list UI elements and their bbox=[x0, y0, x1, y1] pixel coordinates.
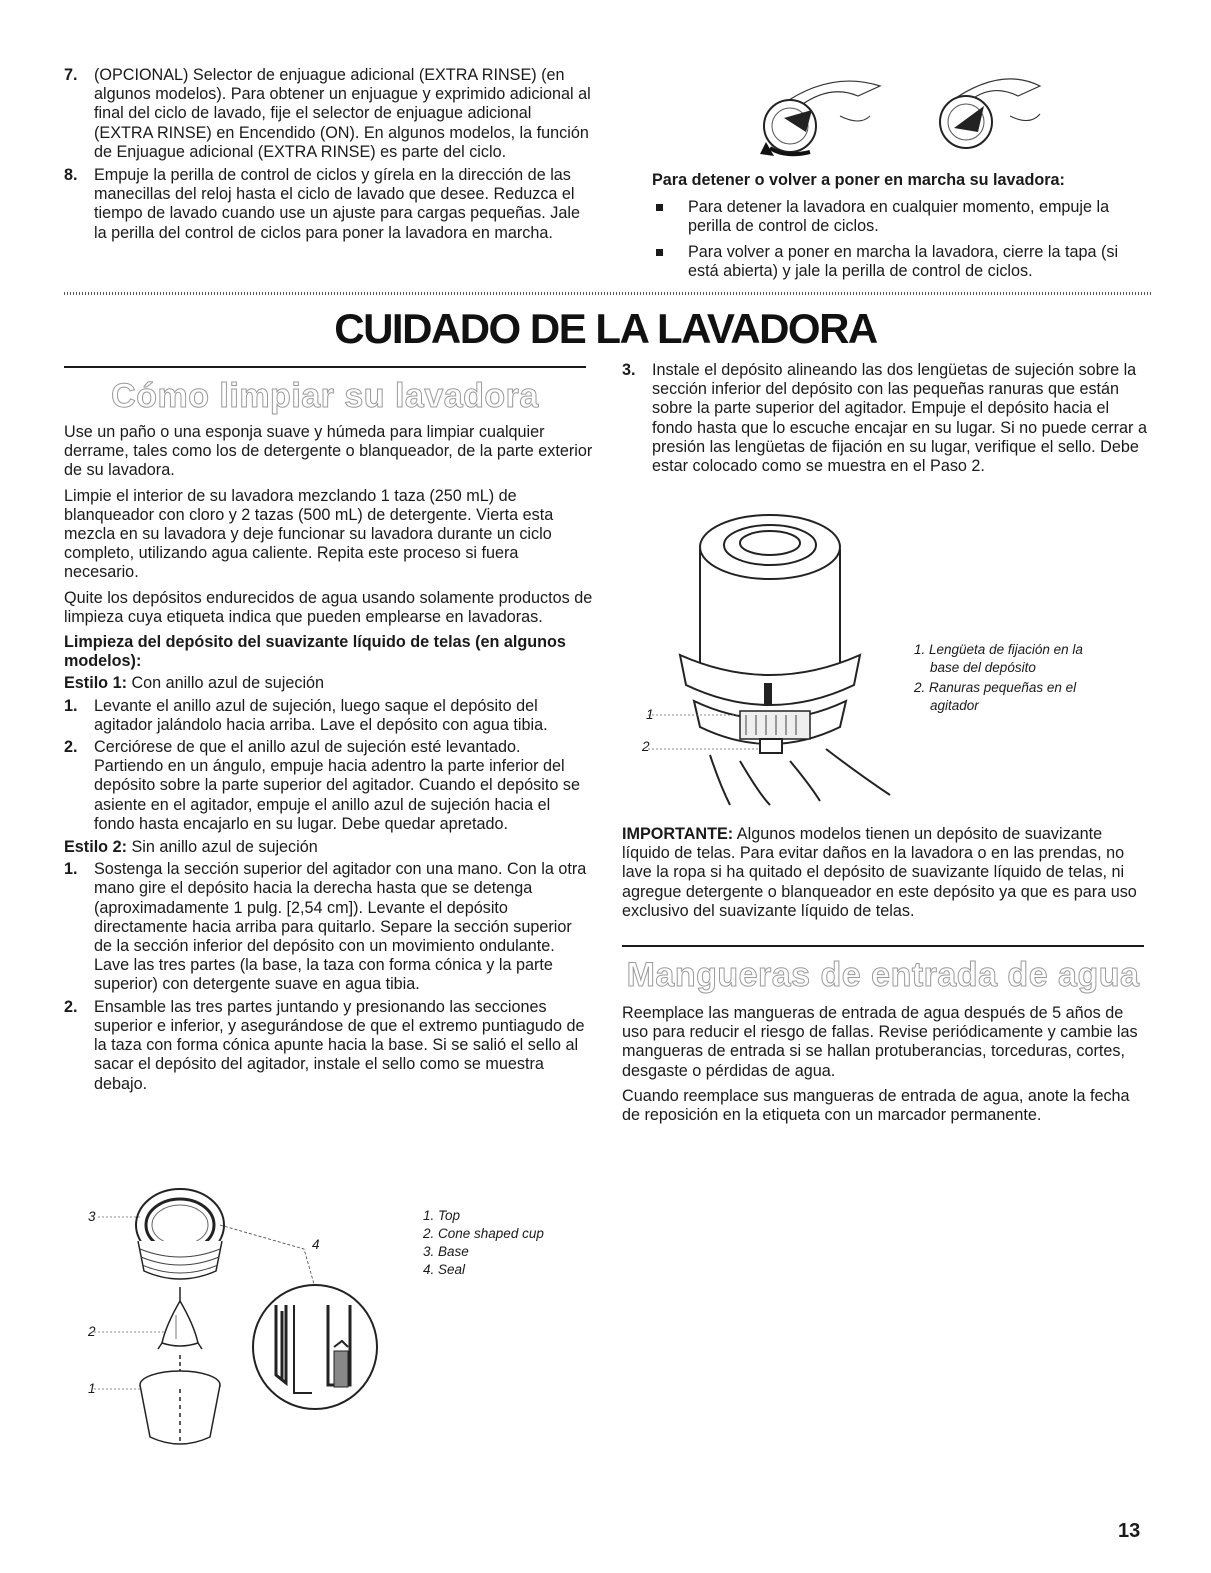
bullet-stop: Para detener la lavadora en cualquier momento, empuje la perilla de control de ciclos. bbox=[652, 198, 1152, 236]
right-column bbox=[622, 361, 1152, 476]
left-column bbox=[64, 423, 594, 1094]
bullet-restart: Para volver a poner en marcha la lavadora, cierre la tapa (si está abierta) y jale la perilla de control de ciclos. bbox=[652, 243, 1152, 281]
style-2-step-1 bbox=[64, 860, 594, 994]
step-text: Sostenga la sección superior del agitador con una mano. Con la otra mano gire el depósito hacia la derecha hasta que se detenga (aproximadamente 1 pulg. [2,54 cm]). Levante el depósito directamente hacia arriba para quitarlo. Separe la sección superior de la sección inferior del depósito con un movimiento ondulante. Lave las tres partes (la base, la taza con forma cónica y la parte superior) con detergente suave en agua tibia. bbox=[94, 860, 587, 994]
knob-illustration bbox=[740, 66, 1060, 166]
step-number: 1. bbox=[64, 860, 78, 879]
page-title: CUIDADO DE LA LAVADORA bbox=[334, 305, 877, 352]
right-title-rule bbox=[622, 945, 1144, 947]
top-cup-part bbox=[140, 1355, 220, 1444]
style-1-text: Con anillo azul de sujeción bbox=[126, 674, 325, 693]
step-3-text: Instale el depósito alineando las dos lengüetas de sujeción sobre la sección inferior del depósito con las pequeñas ranuras que están sobre la parte superior del agitador. Empuje el depósito hacia el fondo hasta que lo escuche encajar en su lugar. Si no puede cerrar a presión las lengüetas de fijación en su lugar, verifique el sello. Debe estar colocado como se muestra en el Paso 2. bbox=[652, 361, 1147, 476]
important-text: Algunos modelos tienen un depósito de suavizante líquido de telas. Para evitar daños en la lavadora o en las prendas, no lave la ropa si ha quitado el depósito de suavizante líquido de telas, ni agregue detergente o blanqueador en este depósito ya que es para uso exclusivo del suavizante líquido de telas. bbox=[622, 825, 1137, 920]
cleaning-paragraph-1: Use un paño o una esponja suave y húmeda para limpiar cualquier derrame, tales como los de detergente o blanqueador, de la parte exterior de su lavadora. bbox=[64, 423, 593, 480]
style-2-step-2 bbox=[64, 998, 594, 1094]
step-text: Cerciórese de que el anillo azul de sujeción esté levantado. Partiendo en un ángulo, empuje hacia adentro la parte inferior del depósito sobre la parte superior del agitador. Cuando el depósito se asiente en el agitador, empuje el anillo azul de sujeción hacia el fondo hasta encajarlo en su lugar. Debe quedar apretado. bbox=[94, 738, 580, 833]
step-text: Levante el anillo azul de sujeción, luego saque el depósito del agitador jalándolo hacia arriba. Lave el depósito con agua tibia. bbox=[94, 696, 548, 734]
step-number: 2. bbox=[64, 738, 78, 757]
legend-locking-tab: 1. Lengüeta de fijación en la base del depósito bbox=[914, 642, 1083, 675]
step-8-text: Empuje la perilla de control de ciclos y gírela en la dirección de las manecillas del reloj hasta el ciclo de lavado que desee. Reduzca el tiempo de lavado cuando use un ajuste para cargas pequeñas. Jale la perilla del control de ciclos para poner la lavadora en marcha. bbox=[94, 166, 580, 242]
dispenser-heading: Limpieza del depósito del suavizante líquido de telas (en algunos modelos): bbox=[64, 633, 566, 671]
figure-callout-2: 2 bbox=[88, 1324, 96, 1339]
hoses-paragraph-1: Reemplace las mangueras de entrada de agua después de 5 años de uso para reducir el riesgo de fallas. Revise periódicamente y cambie las mangueras de entrada si se hallan protuberancias, torceduras, cortes, desgaste o pérdidas de agua. bbox=[622, 1004, 1138, 1080]
push-knob-figure bbox=[760, 81, 880, 156]
step-3-number: 3. bbox=[622, 361, 636, 379]
parts-legend bbox=[423, 1207, 593, 1279]
style-1-label: Estilo 1: bbox=[64, 674, 127, 693]
important-paragraph bbox=[622, 825, 1152, 921]
install-legend bbox=[914, 641, 1114, 715]
style-2-text: Sin anillo azul de sujeción bbox=[126, 838, 318, 857]
style-2-line bbox=[64, 838, 594, 857]
section-divider bbox=[64, 292, 1152, 295]
seal-detail bbox=[253, 1285, 377, 1409]
step-7 bbox=[64, 66, 594, 162]
step-3 bbox=[622, 361, 1152, 476]
step-8-number: 8. bbox=[64, 166, 78, 185]
cleaning-paragraph-3: Quite los depósitos endurecidos de agua usando solamente productos de limpieza cuya etiqueta indica que pueden emplearse en lavadoras. bbox=[64, 588, 593, 626]
legend-base: 3. Base bbox=[423, 1244, 469, 1259]
step-text: Ensamble las tres partes juntando y presionando las secciones superior e inferior, y asegurándose de que el extremo puntiagudo de la taza con forma cónica apunte hacia la base. Si se salió el sello al sacar el depósito del agitador, instale el sello como se muestra debajo. bbox=[94, 997, 585, 1093]
legend-small-slots: 2. Ranuras pequeñas en el agitador bbox=[914, 680, 1077, 713]
hoses-section bbox=[622, 1004, 1152, 1125]
install-callout-1: 1 bbox=[646, 707, 654, 722]
legend-seal: 4. Seal bbox=[423, 1262, 466, 1277]
figure-callout-3: 3 bbox=[88, 1209, 96, 1224]
step-number: 2. bbox=[64, 997, 78, 1016]
step-7-number: 7. bbox=[64, 66, 78, 84]
figure-callout-1: 1 bbox=[88, 1381, 96, 1396]
hoses-subtitle: Mangueras de entrada de agua bbox=[626, 956, 1140, 994]
cleaning-subtitle: Cómo limpiar su lavadora bbox=[111, 377, 539, 415]
pull-knob-figure bbox=[940, 79, 1040, 148]
dispenser-install-figure bbox=[640, 505, 900, 805]
step-8 bbox=[64, 166, 594, 243]
important-label: IMPORTANTE: bbox=[622, 825, 734, 843]
style-1-line bbox=[64, 674, 594, 693]
base-part bbox=[136, 1189, 224, 1279]
legend-cone-cup: 2. Cone shaped cup bbox=[423, 1226, 544, 1241]
stop-restart-heading: Para detener o volver a poner en marcha su lavadora: bbox=[652, 171, 1065, 189]
style-2-label: Estilo 2: bbox=[64, 838, 127, 857]
cleaning-paragraph-2: Limpie el interior de su lavadora mezclando 1 taza (250 mL) de blanqueador con cloro y 2 tazas (500 mL) de detergente. Vierta esta mezcla en su lavadora y deje funcionar su lavadora durante un ciclo completo, utilizando agua caliente. Repita este proceso si fuera necesario. bbox=[64, 486, 554, 582]
dispenser-parts-figure bbox=[80, 1175, 400, 1475]
style-1-step-1 bbox=[64, 697, 594, 735]
step-number: 1. bbox=[64, 696, 78, 715]
page-number: 13 bbox=[1118, 1520, 1141, 1542]
step-7-text: (OPCIONAL) Selector de enjuague adicional (EXTRA RINSE) (en algunos modelos). Para obtener un enjuague y exprimido adicional al final del ciclo de lavado, fije el selector de enjuague adicional (EXTRA RINSE) en Encendido (ON). En algunos modelos, la función de Enjuague adicional (EXTRA RINSE) es parte del ciclo. bbox=[94, 66, 591, 161]
legend-top: 1. Top bbox=[423, 1208, 461, 1223]
important-note bbox=[622, 825, 1152, 921]
top-left-steps bbox=[64, 66, 594, 243]
install-callout-2: 2 bbox=[642, 739, 650, 754]
figure-callout-4: 4 bbox=[312, 1237, 320, 1252]
left-title-rule bbox=[64, 366, 586, 368]
hoses-paragraph-2: Cuando reemplace sus mangueras de entrada de agua, anote la fecha de reposición en la etiqueta con un marcador permanente. bbox=[622, 1086, 1130, 1125]
style-1-step-2 bbox=[64, 738, 594, 834]
top-right-section bbox=[652, 171, 1152, 281]
cone-cup-part bbox=[158, 1287, 202, 1349]
